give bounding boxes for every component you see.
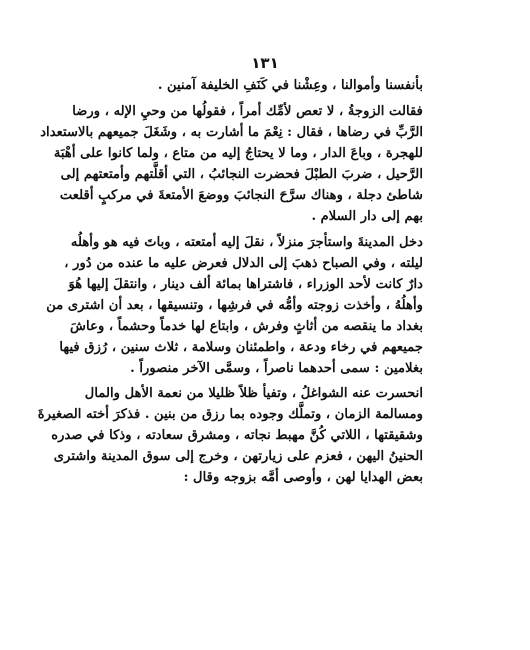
text-line: بغداد ما ينقصه من أثاثٍ وفرش ، وابتاع لها خدماً وحشماً ، وعاشَ — [69, 319, 423, 334]
text-line: بغلامين : سمى أحدهما ناصراً ، وسمَّى الآخر منصوراً . — [130, 361, 423, 376]
text-line: ومسالمة الزمان ، وتملَّك وجوده بما رزق من بنين . فذكرَ أخته الصغيرةَ — [37, 407, 423, 422]
text-line: وأهلُهُ ، وأخذت زوجته وأمُّه في فرشِها ، وتنسيقها ، بعد أن اشترى من — [46, 298, 423, 313]
text-line: دخل المدينةَ واستأجرَ منزلاً ، نقلَ إليه أمتعته ، وباتَ فيه هو وأهلُه — [70, 235, 423, 250]
text-line: جميعهم في رخاء ودعة ، واطمئنان وسلامة ، ثلاث سنين ، رُزق فيها — [59, 340, 423, 355]
text-line: وشقيقتها ، اللاتي كُنَّ مهبط نجاته ، ومشرق سعادته ، وذكا في صدره — [51, 428, 423, 443]
text-line: انحسرت عنه الشواغلُ ، وتفيأ ظلاً ظليلا من نعمة الأهل والمال — [84, 386, 423, 401]
text-line: دارٌ كانت لأحد الوزراء ، فاشتراها بمائة ألف دينار ، وانتقلَ إليها هُوَ — [68, 277, 423, 292]
text-line: فقالت الزوجةُ ، لا تعص لأمِّك أمراً ، فقولُها من وحيِ الإله ، ورضا — [72, 104, 423, 119]
text-line: بعض الهدايا لهن ، وأوصى أمَّه بزوجه وقال : — [183, 470, 423, 485]
page-number: ١٣١ — [251, 54, 279, 72]
text-line: الحنينُ اليهن ، فعزم على زيارتهن ، وخرج إلى سوق المدينة واشترى — [53, 449, 423, 464]
text-line: الرَّحيل ، ضربَ الطبْلَ فحضرت النجائبُ ، التي أقلَّتهم وأمتعتهم إلى — [60, 167, 423, 182]
text-line: ليلته ، وفي الصباح ذهبَ إلى الدلال فعرض عليه ما عنده من دُور ، — [64, 256, 423, 271]
text-line: للهجرة ، وباعَ الدار ، وما لا يحتاجُ إليه من متاع ، ولما كانوا على أهْبَة — [53, 146, 423, 161]
text-line: بهم إلى دار السلام . — [311, 209, 423, 224]
text-line: شاطئ دجلة ، وهناك سرَّحَ النجائبَ ووضعَ الأمتعةَ في مركبٍ أقلعت — [59, 188, 423, 203]
text-line: بأنفسنا وأموالنا ، وعِشْنا في كَنَفِ الخليفة آمنين . — [157, 78, 423, 93]
text-line: الرَّبِّ في رضاها ، فقال : نِعْمَ ما أشارت به ، وشَغَلَ جميعهم بالاستعداد — [40, 125, 423, 140]
